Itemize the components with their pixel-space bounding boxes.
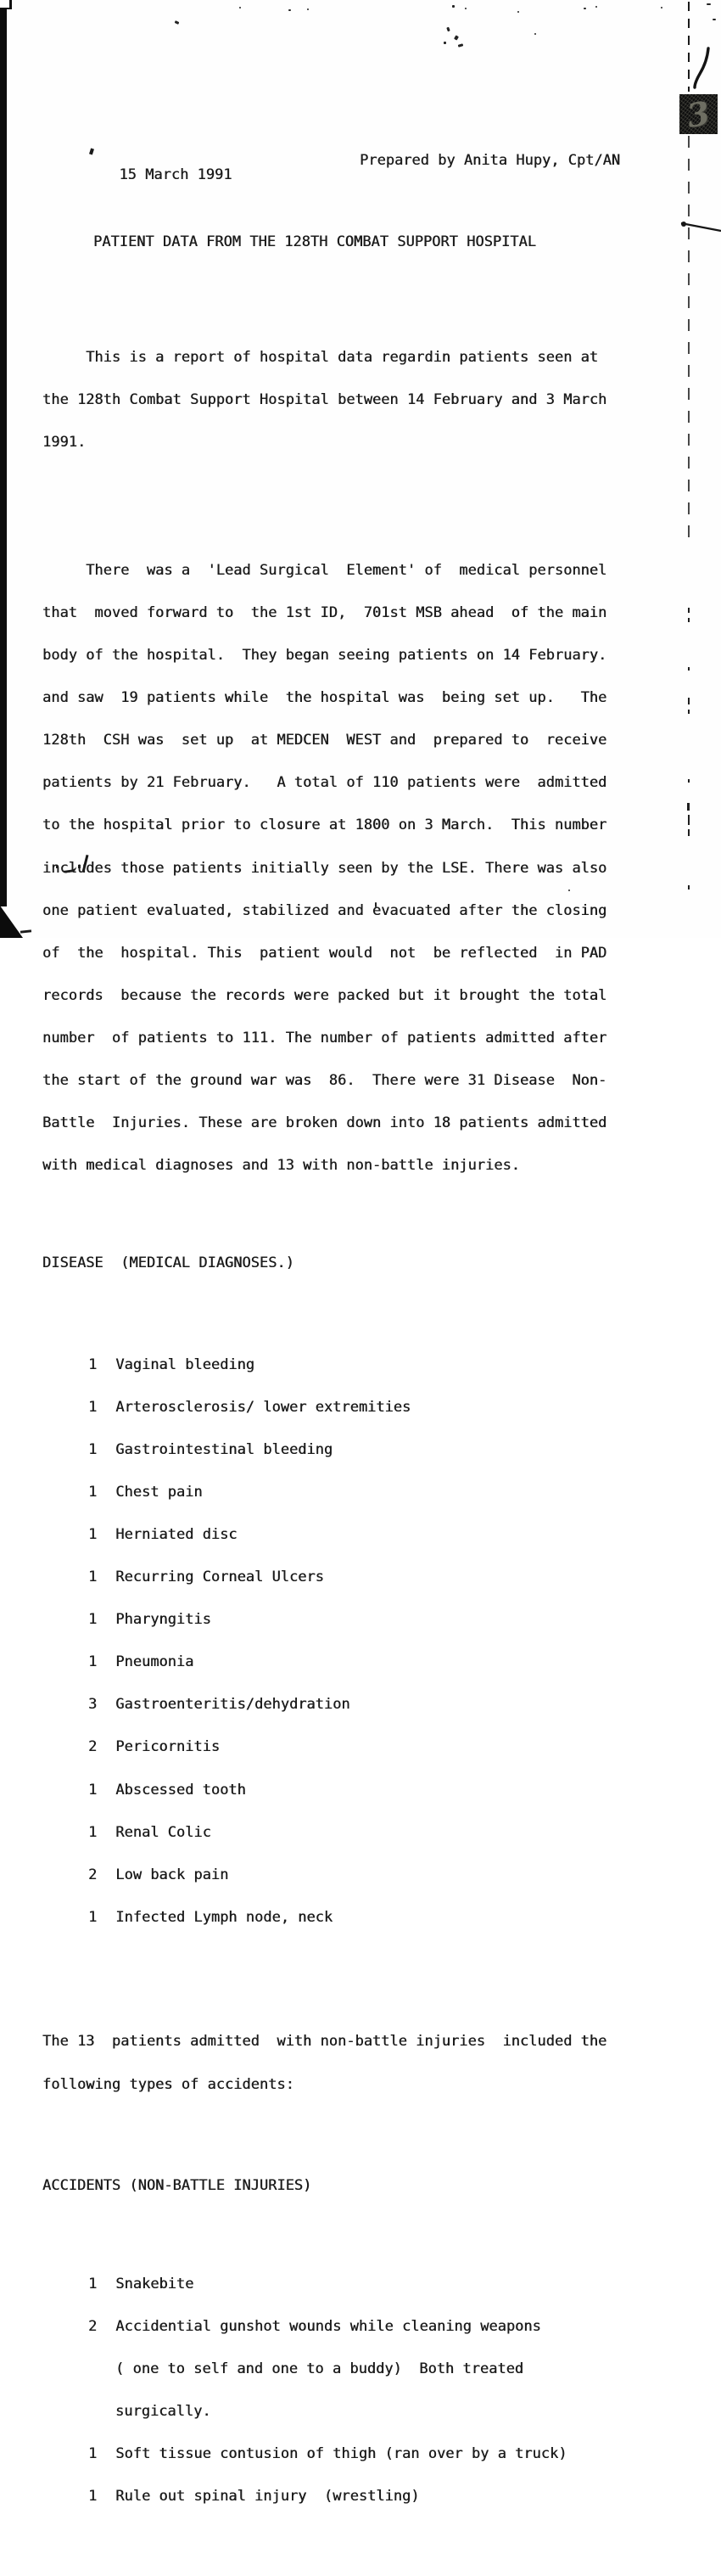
paragraph-line: body of the hospital. They began seeing patients on 14 February. bbox=[42, 647, 607, 665]
paragraph-line: records because the records were packed but it brought the total bbox=[42, 986, 607, 1004]
item-label: Gastroenteritis/dehydration bbox=[115, 1696, 350, 1714]
ink-speck bbox=[175, 20, 180, 25]
accidents-intro-paragraph bbox=[42, 2006, 670, 2120]
accidents-list bbox=[42, 2249, 670, 2533]
item-count: 2 bbox=[88, 1866, 98, 1883]
ink-speck bbox=[307, 8, 309, 10]
list-item bbox=[42, 1655, 670, 1670]
ink-speck bbox=[584, 8, 586, 9]
ink-speck bbox=[517, 11, 519, 13]
item-count: 1 bbox=[88, 1526, 98, 1543]
list-item bbox=[42, 1783, 670, 1798]
item-label: Soft tissue contusion of thigh (ran over by a truck) bbox=[115, 2445, 567, 2463]
list-item bbox=[42, 1570, 670, 1585]
item-count: 1 bbox=[88, 1483, 98, 1501]
ink-speck bbox=[446, 27, 450, 32]
item-label: Gastrointestinal bleeding bbox=[115, 1440, 333, 1458]
ink-speck bbox=[707, 3, 711, 5]
item-count: 1 bbox=[88, 1823, 98, 1841]
date-text: 15 March 1991 bbox=[119, 166, 232, 183]
item-label: Pneumonia bbox=[115, 1653, 194, 1671]
item-count: 1 bbox=[88, 2275, 98, 2293]
paragraph-line: 128th CSH was set up at MEDCEN WEST and prepared to receive bbox=[42, 732, 607, 749]
document-body bbox=[42, 111, 670, 2575]
item-count: 2 bbox=[88, 1738, 98, 1756]
ink-speck bbox=[713, 19, 716, 20]
paragraph-line: with medical diagnoses and 13 with non-battle injuries. bbox=[42, 1157, 520, 1175]
ink-speck bbox=[288, 9, 291, 11]
list-item bbox=[42, 1355, 670, 1373]
scan-corner-notch bbox=[0, 0, 12, 9]
item-count: 1 bbox=[88, 1355, 98, 1373]
item-count: 1 bbox=[88, 2445, 98, 2463]
paragraph-line: the 128th Combat Support Hospital between 14 February and 3 March bbox=[42, 391, 607, 409]
list-item bbox=[42, 2447, 670, 2461]
narrative-paragraph bbox=[42, 536, 670, 1202]
ink-speck bbox=[444, 42, 446, 44]
ink-speck bbox=[239, 7, 241, 8]
intro-paragraph bbox=[42, 323, 670, 479]
list-item bbox=[42, 1698, 670, 1712]
item-label: Pharyngitis bbox=[115, 1611, 211, 1629]
item-count: 1 bbox=[88, 2488, 98, 2506]
item-count: 1 bbox=[88, 1398, 98, 1416]
ink-speck bbox=[661, 7, 662, 8]
continuation-line: surgically. bbox=[115, 2403, 211, 2421]
prepared-by-text: Prepared by Anita Hupy, Cpt/AN bbox=[360, 152, 621, 170]
item-label: Abscessed tooth bbox=[115, 1781, 246, 1799]
paragraph-line: and saw 19 patients while the hospital was being set up. The bbox=[42, 689, 607, 707]
ink-speck bbox=[465, 8, 467, 9]
item-label: Infected Lymph node, neck bbox=[115, 1908, 333, 1926]
item-label: Chest pain bbox=[115, 1483, 203, 1501]
disease-list bbox=[42, 1329, 670, 1953]
stamp-number: 3 bbox=[684, 93, 713, 135]
fold-line-dots bbox=[687, 608, 690, 890]
document-header bbox=[42, 152, 670, 183]
list-item bbox=[42, 1400, 670, 1415]
list-item bbox=[42, 1440, 670, 1458]
item-label: Herniated disc bbox=[115, 1526, 238, 1543]
page-number-stamp bbox=[679, 94, 718, 134]
item-label: Arterosclerosis/ lower extremities bbox=[115, 1398, 411, 1416]
document-title: PATIENT DATA FROM THE 128TH COMBAT SUPPORT HOSPITAL bbox=[93, 233, 536, 250]
scan-corner-shadow bbox=[0, 906, 23, 938]
item-label: Rule out spinal injury (wrestling) bbox=[115, 2488, 420, 2506]
paragraph-line: following types of accidents: bbox=[42, 2075, 294, 2093]
paragraph-line: number of patients to 111. The number of patients admitted after bbox=[42, 1029, 607, 1047]
ink-speck bbox=[454, 35, 459, 40]
item-count: 1 bbox=[88, 1781, 98, 1799]
list-item bbox=[42, 1528, 670, 1542]
paragraph-line: patients by 21 February. A total of 110 patients were admitted bbox=[42, 774, 607, 792]
list-item bbox=[42, 2277, 670, 2292]
item-count: 3 bbox=[88, 1696, 98, 1714]
ink-speck bbox=[458, 43, 464, 47]
paragraph-line: one patient evaluated, stabilized and evacuated after the closing bbox=[42, 901, 607, 919]
paragraph-line: This is a report of hospital data regardin patients seen at bbox=[42, 349, 599, 367]
item-count: 2 bbox=[88, 2318, 98, 2336]
continuation-line: ( one to self and one to a buddy) Both treated bbox=[115, 2360, 524, 2378]
ink-speck bbox=[534, 33, 536, 35]
list-item bbox=[42, 1908, 670, 1926]
paragraph-line: Battle Injuries. These are broken down into 18 patients admitted bbox=[42, 1114, 607, 1132]
list-item bbox=[42, 1740, 670, 1754]
paragraph-line: There was a 'Lead Surgical Element' of medical personnel bbox=[42, 561, 607, 579]
item-count: 1 bbox=[88, 1611, 98, 1629]
ink-speck bbox=[595, 6, 597, 8]
list-item bbox=[42, 2320, 670, 2334]
crease-blob bbox=[681, 222, 686, 227]
list-item bbox=[42, 2489, 670, 2504]
item-label: Pericornitis bbox=[115, 1738, 221, 1756]
paragraph-line: The 13 patients admitted with non-battle injuries included the bbox=[42, 2033, 607, 2051]
list-item bbox=[42, 1613, 670, 1627]
item-label: Vaginal bleeding bbox=[115, 1355, 255, 1373]
item-count: 1 bbox=[88, 1569, 98, 1586]
item-label: Renal Colic bbox=[115, 1823, 211, 1841]
crease-line bbox=[681, 223, 721, 231]
list-item bbox=[42, 1868, 670, 1883]
section-heading-accidents: ACCIDENTS (NON-BATTLE INJURIES) bbox=[42, 2176, 312, 2194]
paragraph-line: that moved forward to the 1st ID, 701st MSB ahead of the main bbox=[42, 604, 607, 621]
paragraph-line: includes those patients initially seen by the LSE. There was also bbox=[42, 859, 607, 877]
item-label: Low back pain bbox=[115, 1866, 229, 1883]
section-heading-disease: DISEASE (MEDICAL DIAGNOSES.) bbox=[42, 1254, 294, 1272]
scan-mark-dash bbox=[20, 929, 31, 933]
item-label: Snakebite bbox=[115, 2275, 194, 2293]
scan-edge-left-bar bbox=[0, 7, 7, 906]
list-item bbox=[42, 1485, 670, 1500]
item-count: 1 bbox=[88, 1440, 98, 1458]
item-count: 1 bbox=[88, 1653, 98, 1671]
ink-speck bbox=[452, 5, 455, 8]
item-label: Accidential gunshot wounds while cleaning weapons bbox=[115, 2318, 541, 2336]
item-count: 1 bbox=[88, 1908, 98, 1926]
paragraph-line: to the hospital prior to closure at 1800 on 3 March. This number bbox=[42, 817, 607, 834]
item-label: Recurring Corneal Ulcers bbox=[115, 1569, 324, 1586]
list-item bbox=[42, 1823, 670, 1841]
paragraph-line: 1991. bbox=[42, 434, 87, 452]
paragraph-line: the start of the ground war was 86. There were 31 Disease Non- bbox=[42, 1072, 607, 1090]
paragraph-line: of the hospital. This patient would not be reflected in PAD bbox=[42, 944, 607, 962]
pen-stroke bbox=[695, 48, 708, 87]
